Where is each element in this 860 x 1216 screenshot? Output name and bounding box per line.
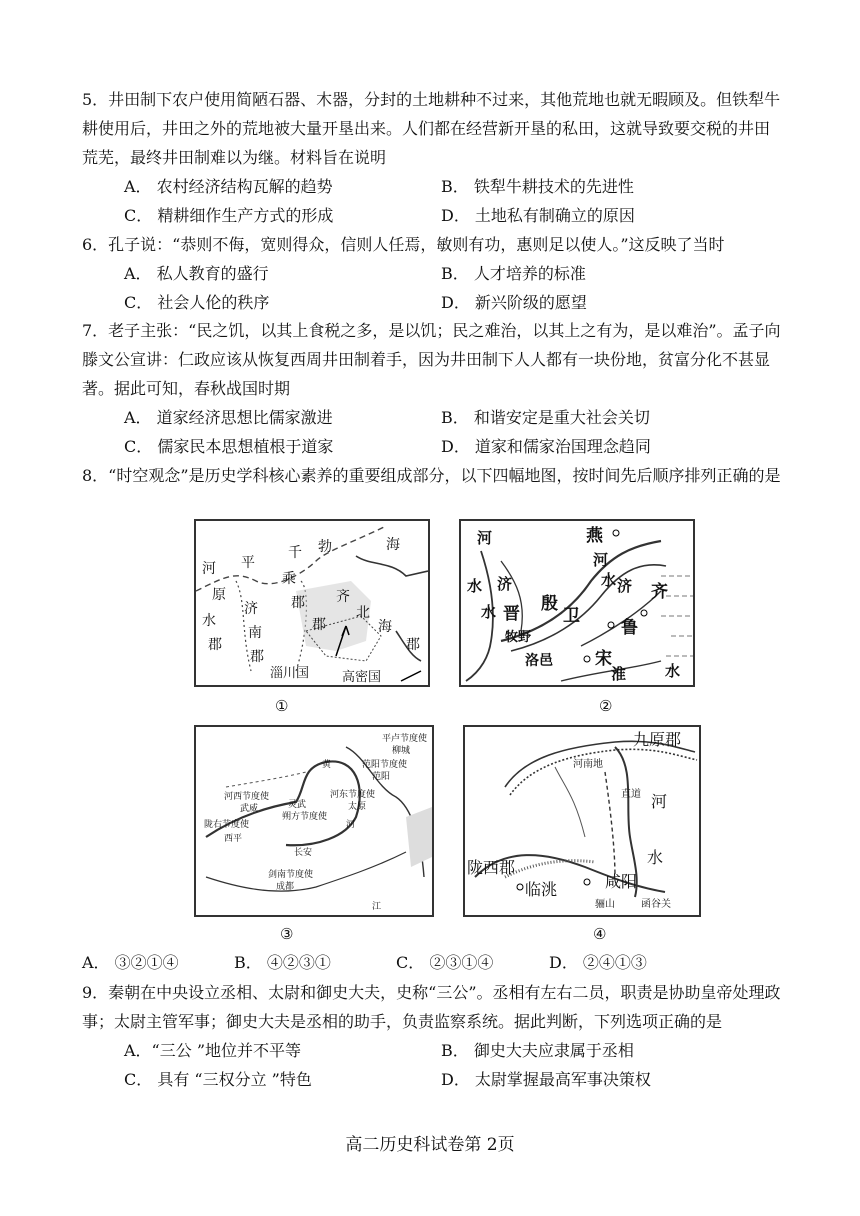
map-label: 洛邑 [525,653,553,669]
option-c: C． ②③①④ [396,953,494,972]
map-label: 殷 [541,594,558,614]
map-label: 长安 [294,848,313,858]
map-label: 江 [372,902,382,912]
map-label: 郡 [312,617,326,633]
map-label: 范阳节度使 [362,760,408,770]
map-label: 柳城 [392,746,411,756]
map-3 [194,725,434,917]
question-8-options [82,948,782,977]
map-label: 勃 [318,539,332,555]
map-label: 河 [346,820,356,830]
map-label: 河 [593,551,609,569]
map-label: 高密国 [342,670,382,685]
map-label: 宋 [595,649,612,669]
map-label: 鲁 [621,618,638,638]
map-label: 淄川国 [270,666,310,681]
option-a: A． 私人教育的盛行 [124,264,269,283]
map-label: 海 [386,537,400,553]
map-label: 直道 [621,789,641,800]
map-label: 河西节度使 [224,792,270,802]
map-label: 陇西郡 [467,858,516,877]
map-label: 骊山 [595,899,615,910]
option-a: A．“三公 ”地位并不平等 [124,1041,302,1060]
map-label: 平卢节度使 [382,734,428,744]
map-label: 卫 [563,606,580,626]
map-label: 乘 [282,571,296,587]
map-label: 水 [601,571,617,589]
map-label: 齐 [651,582,668,602]
option-c: C． 儒家民本思想植根于道家 [124,437,334,456]
map-label: 剑南节度使 [268,870,314,880]
map-label: 函谷关 [641,899,671,910]
option-a: A． 道家经济思想比儒家激进 [124,408,333,427]
map-label: 水 [467,577,483,595]
map-1-svg [196,521,428,685]
option-a: A． ③②①④ [82,953,179,972]
map-label: 灵武 [288,800,307,810]
option-a: A． 农村经济结构瓦解的趋势 [124,177,333,196]
map-label: 陇右节度使 [204,820,250,830]
map-label: 晋 [503,604,520,624]
map-2-caption: ② [599,697,613,715]
option-d: D． ②④①③ [549,953,647,972]
map-label: 成都 [276,882,295,892]
map-label: 郡 [291,595,305,611]
map-label: 水 [202,613,216,629]
map-label: 西平 [224,834,243,844]
map-label: 范阳 [372,772,391,782]
option-c: C． 精耕细作生产方式的形成 [124,206,334,225]
question-9 [82,978,782,1094]
option-c: C． 社会人伦的秩序 [124,293,270,312]
map-3-caption: ③ [280,925,294,943]
question-7 [82,316,782,461]
map-label: 齐 [336,589,350,605]
map-label: 淮 [611,665,627,683]
option-b: B． 人才培养的标准 [441,264,586,283]
question-6 [82,230,782,317]
question-stem: 8．“时空观念”是历史学科核心素养的重要组成部分，以下四幅地图，按时间先后顺序排列正确的是 [82,466,781,485]
map-label: 咸阳 [605,872,638,891]
map-2 [459,519,695,687]
map-label: 牧野 [505,630,532,645]
map-label: 河东节度使 [330,790,376,800]
map-label: 水 [665,662,681,680]
map-label: 南 [248,625,262,641]
option-b: B． ④②③① [234,953,331,972]
map-label: 河 [202,561,216,577]
map-label: 原 [212,587,226,603]
option-d: D． 太尉掌握最高军事决策权 [441,1070,651,1089]
map-label: 河 [651,792,668,811]
map-label: 北 [356,605,370,621]
option-d: D． 新兴阶级的愿望 [441,293,587,312]
question-stem: 7．老子主张：“民之饥，以其上食税之多，是以饥；民之难治，以其上之有为，是以难治”。孟子向滕文公宣讲：仁政应该从恢复西周井田制着手，因为井田制下人人都有一块份地，贫富分化不甚显著。据此可知，春秋战国时期 [82,321,781,398]
map-label: 济 [497,575,513,593]
map-label: 济 [244,601,258,617]
map-label: 千 [288,545,302,561]
map-2-svg [461,521,693,685]
map-label: 黄 [322,760,332,770]
map-4-caption: ④ [593,925,607,943]
question-5 [82,85,782,230]
question-stem: 5．井田制下农户使用简陋石器、木器，分封的土地耕种不过来，其他荒地也就无暇顾及。但铁犁牛耕使用后，井田之外的荒地被大量开垦出来。人们都在经营新开垦的私田，这就导致要交税的井田荒芜，最终井田制难以为继。材料旨在说明 [82,90,781,167]
map-label: 河 [477,529,493,547]
page-footer: 高二历史科试卷第 2页 [345,1135,515,1155]
map-4-svg [465,727,699,915]
map-label: 平 [241,555,255,571]
option-b: B． 和谐安定是重大社会关切 [441,408,650,427]
question-stem: 9．秦朝在中央设立丞相、太尉和御史大夫，史称“三公”。丞相有左右二员，职责是协助皇帝处理政事；太尉主管军事；御史大夫是丞相的助手，负责监察系统。据此判断，下列选项正确的是 [82,983,781,1031]
map-label: 武威 [240,804,259,814]
map-label: 郡 [406,637,420,653]
map-label: 朔方节度使 [282,812,328,822]
map-label: 九原郡 [633,730,682,749]
map-label: 郡 [250,649,264,665]
map-1 [194,519,430,687]
question-8 [82,461,782,490]
option-b: B． 铁犁牛耕技术的先进性 [441,177,634,196]
map-label: 河南地 [573,759,603,770]
map-label: 郡 [208,637,222,653]
map-label: 海 [378,619,392,635]
option-d: D． 土地私有制确立的原因 [441,206,635,225]
map-4 [463,725,701,917]
map-3-svg [196,727,432,915]
map-1-caption: ① [275,697,289,715]
map-label: 水 [647,848,664,867]
map-label: 临洮 [525,880,558,899]
question-stem: 6．孔子说：“恭则不侮，宽则得众，信则人任焉，敏则有功，惠则足以使人。”这反映了当时 [82,235,725,254]
option-c: C． 具有 “三权分立 ”特色 [124,1070,312,1089]
map-label: 燕 [586,526,603,546]
map-label: 济 [617,577,633,595]
map-label: 水 [481,603,497,621]
map-label: 太原 [348,802,367,812]
option-d: D． 道家和儒家治国理念趋同 [441,437,651,456]
option-b: B． 御史大夫应隶属于丞相 [441,1041,634,1060]
